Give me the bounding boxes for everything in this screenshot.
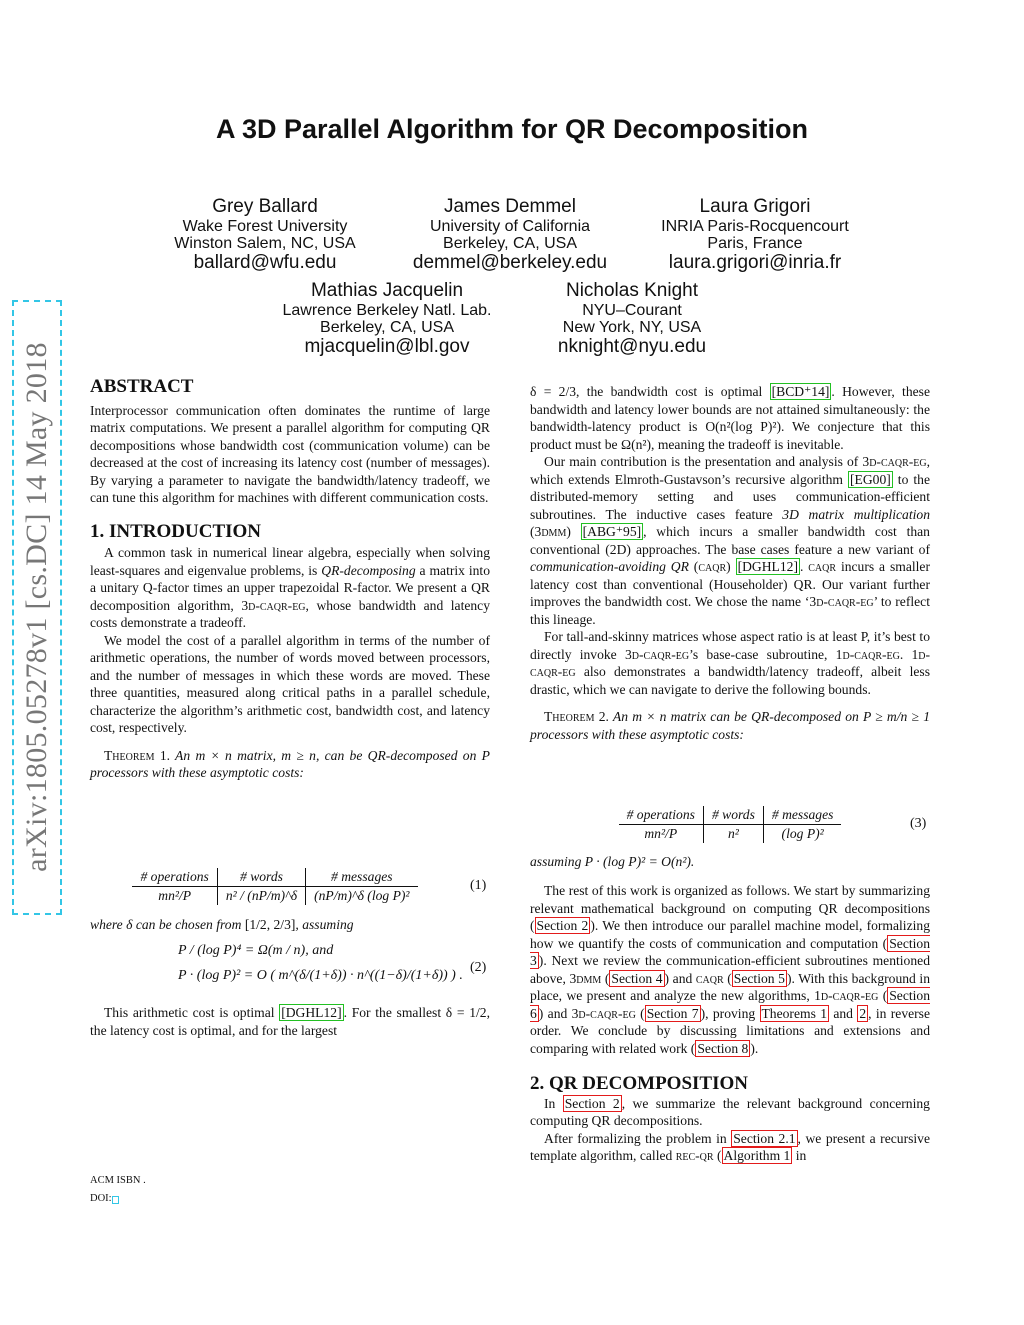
equation-number: (2) xyxy=(470,960,487,975)
table-header: # messages xyxy=(763,806,841,825)
section-2-paragraph-2: After formalizing the problem in Section 2.1 , we present a recursive template algorithm, called rec-qr ( Algorithm 1 in xyxy=(530,1130,930,1163)
author-block-1 xyxy=(145,196,385,273)
citation-link[interactable]: [ABG⁺95] xyxy=(582,524,642,539)
right-column xyxy=(530,383,930,743)
author-location: Berkeley, CA, USA xyxy=(320,319,454,336)
author-name: Grey Ballard xyxy=(212,196,318,217)
citation-link[interactable]: [DGHL12] xyxy=(737,559,798,574)
author-email[interactable]: mjacquelin@lbl.gov xyxy=(304,336,470,357)
citation-link[interactable]: [BCD⁺14] xyxy=(771,384,830,399)
intro-paragraph-3: This arithmetic cost is optimal [DGHL12] . For the smallest δ = 1/2, the latency cost is optimal, and for the largest xyxy=(90,1005,490,1038)
assuming-clause: assuming P · (log P)² = O(n²). xyxy=(530,854,695,869)
abstract-heading: ABSTRACT xyxy=(90,376,194,397)
theorem-link[interactable]: 2 xyxy=(859,1005,867,1021)
right-paragraph-4: The rest of this work is organized as follows. We start by summarizing relevant mathematical background on computing QR decompositions ( Section 2 ). We then introduce our parallel machine model, formalizing how we quantify the costs of communication and computation ( Section 3 ). Next we review the communication-efficient subroutines mentioned above, 3dmm ( Section 4 ) and caqr ( Section 5 ). With this background in place, we present and analyze the new algorithms, 1d-caqr-eg ( Section 6 ) and 3d-caqr-eg ( Section 7 ), proving Theorems 1 and 2 , in reverse order. We conclude by discussing limitations and extensions and comparing with related work ( Section 8 ). xyxy=(530,883,930,1056)
section-link[interactable]: Section 3 xyxy=(530,935,930,968)
author-location: Paris, France xyxy=(707,235,803,252)
right-lower-column xyxy=(530,882,930,1165)
left-column xyxy=(90,378,490,782)
author-email[interactable]: ballard@wfu.edu xyxy=(193,252,337,273)
author-block-3 xyxy=(635,196,875,273)
section-link[interactable]: Section 4 xyxy=(611,970,663,986)
author-location: Berkeley, CA, USA xyxy=(443,235,577,252)
doi-line: DOI: xyxy=(90,1193,119,1204)
section-link[interactable]: Section 7 xyxy=(646,1005,699,1021)
table-header: # words xyxy=(217,868,305,887)
intro-heading: 1. INTRODUCTION xyxy=(90,520,262,542)
author-email[interactable]: demmel@berkeley.edu xyxy=(412,252,608,273)
citation-link[interactable]: [DGHL12] xyxy=(281,1005,342,1020)
paper-title: A 3D Parallel Algorithm for QR Decomposition xyxy=(215,114,809,144)
author-affiliation: Lawrence Berkeley Natl. Lab. xyxy=(282,302,492,319)
right-paragraph-1: δ = 2/3, the bandwidth cost is optimal [BCD⁺14] . However, these bandwidth and latency lower bounds are not attained simultaneously: the bandwidth-latency product is O(n²(log P)²). We conjecture that this product must be Ω(n²), meaning the tradeoff is inevitable. xyxy=(530,384,930,452)
author-block-2 xyxy=(385,196,635,273)
equation-2-line-2: P · (log P)² = O ( m^(δ/(1+δ)) · n^((1−δ)/(1+δ)) ) . xyxy=(178,968,463,983)
table-cell: mn²/P xyxy=(644,826,678,841)
author-name: Laura Grigori xyxy=(699,196,811,217)
author-location: New York, NY, USA xyxy=(562,319,702,336)
arxiv-stamp[interactable]: arXiv:1805.05278v1 [cs.DC] 14 May 2018 xyxy=(20,342,53,872)
author-name: Mathias Jacquelin xyxy=(310,280,464,301)
where-clause: where δ can be chosen from [1/2, 2/3], assuming xyxy=(90,917,354,932)
author-name: Nicholas Knight xyxy=(565,280,699,301)
section-link[interactable]: Section 2 xyxy=(536,918,589,933)
table-header: # operations xyxy=(132,868,217,887)
table-cell: (nP/m)^δ (log P)² xyxy=(306,887,418,906)
doi-link[interactable] xyxy=(112,1196,119,1204)
theorem-2: Theorem 2. An m × n matrix can be QR-decomposed on P ≥ m/n ≥ 1 processors with these asymptotic costs: xyxy=(530,709,930,742)
author-affiliation: INRIA Paris-Rocquencourt xyxy=(661,218,849,235)
table-header: # words xyxy=(703,806,763,825)
table-cell: n² xyxy=(703,825,763,844)
author-location: Winston Salem, NC, USA xyxy=(174,235,356,252)
author-name: James Demmel xyxy=(444,196,576,217)
section-link[interactable]: Section 2.1 xyxy=(733,1130,796,1146)
section-link[interactable]: Section 8 xyxy=(697,1040,749,1056)
author-email[interactable]: laura.grigori@inria.fr xyxy=(668,252,842,273)
abstract-text: Interprocessor communication often dominates the runtime of large matrix computations. We present a parallel algorithm for computing QR decompositions whose bandwidth cost (communication volume) can be decreased at the cost of increasing its latency cost (number of messages). By varying a parameter to navigate the bandwidth/latency tradeoff, we can tune this algorithm for machines with different communication costs. xyxy=(90,402,490,505)
table-cell: n² / (nP/m)^δ xyxy=(217,887,305,906)
section-link[interactable]: Section 5 xyxy=(733,970,785,986)
table-cell: (log P)² xyxy=(763,825,841,844)
equation-number: (3) xyxy=(910,816,927,831)
equation-2-line-1: P / (log P)⁴ = Ω(m / n), and xyxy=(178,943,334,958)
intro-paragraph-2: We model the cost of a parallel algorithm in terms of the number of arithmetic operations, the number of words moved between processors, and the number of messages in which these words are moved. These three quantities, measured along critical paths in a parallel schedule, characterize the algorithm’s arithmetic cost, bandwidth cost, and latency cost, respectively. xyxy=(90,632,490,735)
equation-number: (1) xyxy=(470,878,487,893)
theorem-1: Theorem 1. An m × n matrix, m ≥ n, can be QR-decomposed on P processors with these asymptotic costs: xyxy=(90,747,490,780)
section-link[interactable]: Section 6 xyxy=(530,988,930,1021)
author-block-5 xyxy=(512,280,752,357)
intro-paragraph-1: A common task in numerical linear algebra, especially when solving least-squares and eigenvalue problems, is QR-decomposing a matrix into a unitary Q-factor times an upper trapezoidal R-factor. We present a QR decomposition algorithm, 3d-caqr-eg, whose bandwidth and latency costs demonstrate a tradeoff. xyxy=(90,545,491,630)
author-affiliation: University of California xyxy=(429,218,591,235)
table-cell: mn²/P xyxy=(158,888,192,903)
algorithm-link[interactable]: Algorithm 1 xyxy=(723,1148,791,1163)
table-header: # operations xyxy=(619,806,704,825)
author-block-4 xyxy=(262,280,512,357)
acm-isbn: ACM ISBN . xyxy=(90,1175,146,1186)
section-link[interactable]: Section 2 xyxy=(564,1095,620,1111)
author-affiliation: NYU–Courant xyxy=(582,302,682,319)
author-email[interactable]: nknight@nyu.edu xyxy=(557,336,707,357)
section-2-heading: 2. QR DECOMPOSITION xyxy=(530,1073,748,1094)
table-header: # messages xyxy=(306,868,418,887)
author-affiliation: Wake Forest University xyxy=(182,218,348,235)
citation-link[interactable]: [EG00] xyxy=(850,471,891,487)
section-2-paragraph-1: In Section 2 , we summarize the relevant background concerning computing QR decompositions. xyxy=(530,1095,930,1128)
right-paragraph-2: Our main contribution is the presentation and analysis of 3d-caqr-eg, which extends Elmroth-Gustavson’s recursive algorithm [EG00] to the distributed-memory setting and uses communication-efficient subroutines. The inductive cases feature 3D matrix multiplication (3dmm) [ABG⁺95] , which incurs a smaller bandwidth cost than conventional (2D) approaches. The base cases feature a new variant of communication-avoiding QR (caqr) [DGHL12] . caqr incurs a smaller latency cost than conventional (Householder) QR. Our variant further improves the bandwidth cost. We chose the name ‘3d-caqr-eg’ to reflect this lineage. xyxy=(530,454,930,627)
cost-table-1 xyxy=(90,868,460,905)
right-paragraph-3: For tall-and-skinny matrices whose aspect ratio is at least P, it’s best to directly invoke 3d-caqr-eg’s base-case subroutine, 1d-caqr-eg. 1d-caqr-eg also demonstrates a bandwidth/latency tradeoff, albeit less drastic, which we can navigate to derive the following bounds. xyxy=(530,629,931,697)
cost-table-2 xyxy=(560,806,900,843)
theorem-link[interactable]: Theorems 1 xyxy=(761,1005,827,1021)
